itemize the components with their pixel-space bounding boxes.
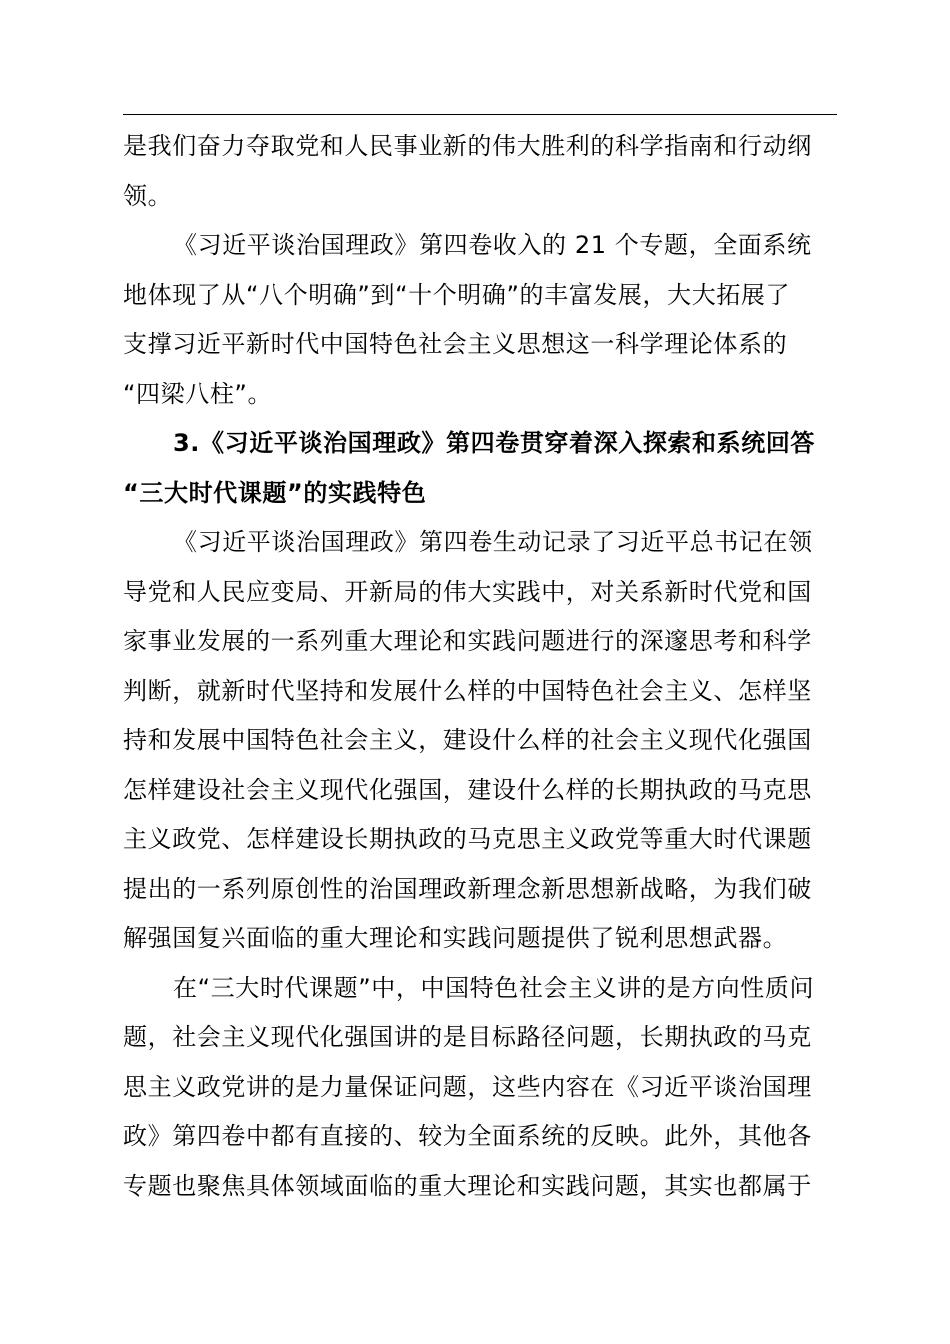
text-line: 判断，就新时代坚持和发展什么样的中国特色社会主义、怎样坚 [123,676,812,705]
section-heading-line: 3.《习近平谈治国理政》第四卷贯穿着深入探索和系统回答 [173,429,816,457]
text-line: “四梁八柱”。 [123,379,273,408]
body-text [123,122,837,1211]
text-line: 政》第四卷中都有直接的、较为全面系统的反映。此外，其他各 [123,1122,812,1150]
section-heading-line: “三大时代课题”的实践特色 [123,478,427,507]
text-line: 家事业发展的一系列重大理论和实践问题进行的深邃思考和科学 [123,627,812,655]
text-line: 专题也聚焦具体领域面临的重大理论和实践问题，其实也都属于 [123,1171,812,1200]
text-line: 解强国复兴面临的重大理论和实践问题提供了锐利思想武器。 [123,924,788,952]
paragraph-start-line: 《习近平谈治国理政》第四卷收入的 21 个专题，全面系统 [173,231,812,259]
text-line: 持和发展中国特色社会主义，建设什么样的社会主义现代化强国 [123,726,812,754]
text-line: 思主义政党讲的是力量保证问题，这些内容在《习近平谈治国理 [123,1072,812,1101]
text-line: 题，社会主义现代化强国讲的是目标路径问题，长期执政的马克 [123,1023,812,1051]
text-line: 领。 [123,181,173,210]
text-line: 主义政党、怎样建设长期执政的马克思主义政党等重大时代课题 [123,825,812,853]
paragraph-start-line: 《习近平谈治国理政》第四卷生动记录了习近平总书记在领 [173,528,813,556]
text-line: 地体现了从“八个明确”到“十个明确”的丰富发展，大大拓展了 [123,280,791,309]
text-line: 支撑习近平新时代中国特色社会主义思想这一科学理论体系的 [123,330,788,358]
text-line: 提出的一系列原创性的治国理政新理念新思想新战略，为我们破 [123,874,812,903]
text-line: 导党和人民应变局、开新局的伟大实践中，对关系新时代党和国 [123,577,812,606]
document-page [123,0,837,1344]
header-rule [123,114,837,115]
paragraph-start-line: 在“三大时代课题”中，中国特色社会主义讲的是方向性质问 [173,973,815,1002]
text-line: 是我们奋力夺取党和人民事业新的伟大胜利的科学指南和行动纲 [123,132,812,160]
text-line: 怎样建设社会主义现代化强国，建设什么样的长期执政的马克思 [123,775,812,804]
